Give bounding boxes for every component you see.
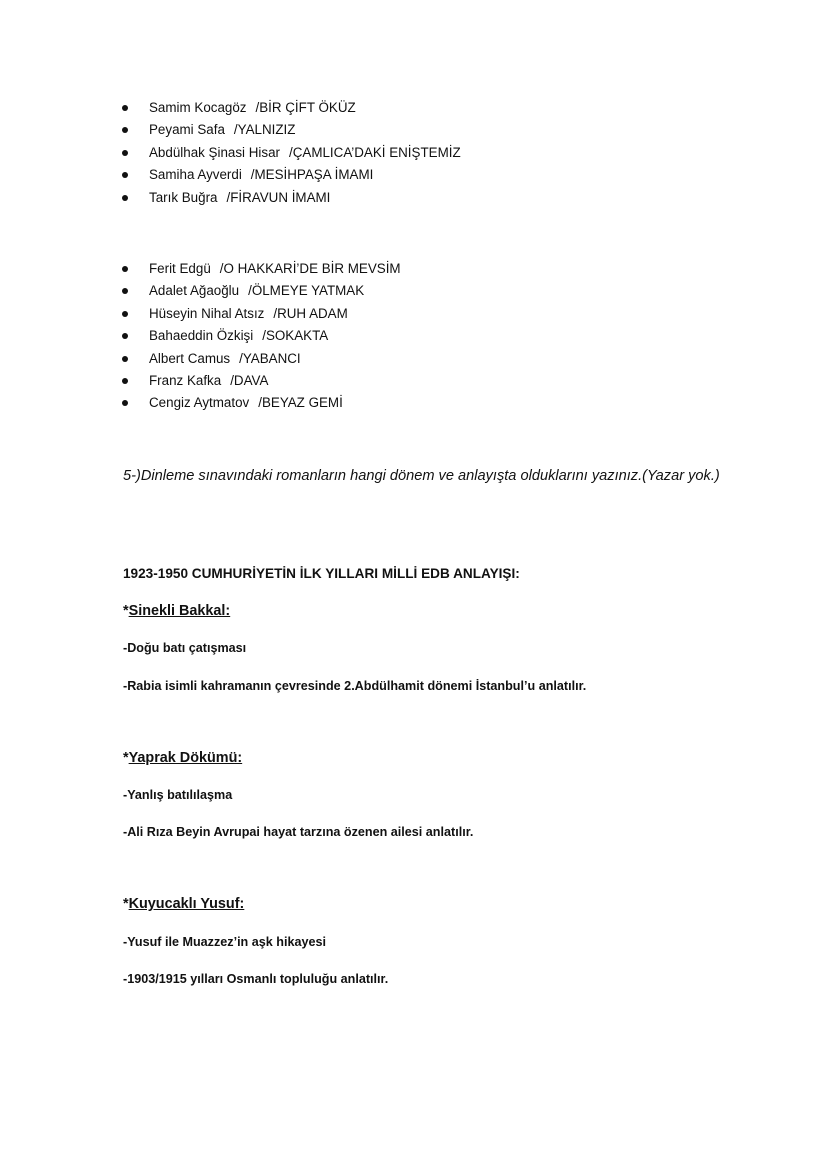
author-name: Hüseyin Nihal Atsız <box>149 305 265 321</box>
list-item <box>122 258 401 280</box>
work-title: /RUH ADAM <box>273 305 348 321</box>
bullet-icon <box>122 150 128 156</box>
question-5: 5-)Dinleme sınavındaki romanların hangi dönem ve anlayışta olduklarını yazınız.(Yazar yok.) <box>123 468 720 484</box>
work-title: /YABANCI <box>239 350 301 366</box>
author-name: Abdülhak Şinasi Hisar <box>149 144 280 160</box>
novel-note: -Ali Rıza Beyin Avrupai hayat tarzına özenen ailesi anlatılır. <box>123 825 474 839</box>
list-item <box>122 119 461 141</box>
bullet-icon <box>122 105 128 111</box>
work-title: /BEYAZ GEMİ <box>258 395 343 411</box>
bullet-icon <box>122 266 128 272</box>
author-name: Cengiz Aytmatov <box>149 395 250 411</box>
author-name: Samim Kocagöz <box>149 100 247 115</box>
work-title: /SOKAKTA <box>262 328 329 344</box>
bullet-icon <box>122 356 128 362</box>
list-item <box>122 348 401 370</box>
title-prefix: * <box>123 603 129 619</box>
author-name: Bahaeddin Özkişi <box>149 328 254 344</box>
list-item <box>122 187 461 209</box>
work-title: /ÖLMEYE YATMAK <box>248 283 365 299</box>
novel-title-kuyucakli-yusuf <box>123 896 244 912</box>
novel-name: Sinekli Bakkal: <box>128 603 231 619</box>
novel-note: -Doğu batı çatışması <box>123 641 247 655</box>
work-title: /MESİHPAŞA İMAMI <box>250 167 374 183</box>
section-heading: 1923-1950 CUMHURİYETİN İLK YILLARI MİLLİ EDB ANLAYIŞI: <box>123 566 520 581</box>
list-item <box>122 325 401 347</box>
author-name: Adalet Ağaoğlu <box>149 283 240 299</box>
author-name: Peyami Safa <box>149 122 225 138</box>
work-title: /O HAKKARİ’DE BİR MEVSİM <box>219 261 401 276</box>
work-title: /BİR ÇİFT ÖKÜZ <box>255 100 356 115</box>
list-item <box>122 164 461 186</box>
list-item <box>122 280 401 302</box>
work-title: /DAVA <box>230 372 269 388</box>
bullet-icon <box>122 311 128 317</box>
author-name: Samiha Ayverdi <box>149 167 242 183</box>
author-work-list-1 <box>122 97 461 209</box>
bullet-icon <box>122 333 128 339</box>
work-title: /ÇAMLICA’DAKİ ENİŞTEMİZ <box>289 144 461 160</box>
novel-note: -1903/1915 yılları Osmanlı topluluğu anlatılır. <box>123 972 389 986</box>
list-item <box>122 97 461 119</box>
title-prefix: * <box>123 896 129 912</box>
bullet-icon <box>122 288 128 294</box>
list-item <box>122 370 401 392</box>
bullet-icon <box>122 400 128 406</box>
novel-name: Kuyucaklı Yusuf: <box>128 896 245 912</box>
work-title: /YALNIZIZ <box>233 122 296 138</box>
list-item <box>122 303 401 325</box>
bullet-icon <box>122 195 128 201</box>
bullet-icon <box>122 172 128 178</box>
novel-title-yaprak-dokumu <box>123 750 242 766</box>
novel-note: -Yusuf ile Muazzez’in aşk hikayesi <box>123 935 326 949</box>
novel-name: Yaprak Dökümü: <box>128 750 243 766</box>
list-item <box>122 142 461 164</box>
author-name: Franz Kafka <box>149 372 222 388</box>
novel-note: -Rabia isimli kahramanın çevresinde 2.Abdülhamit dönemi İstanbul’u anlatılır. <box>123 679 587 693</box>
bullet-icon <box>122 378 128 384</box>
bullet-icon <box>122 127 128 133</box>
author-work-list-2 <box>122 258 401 415</box>
author-name: Albert Camus <box>149 350 231 366</box>
title-prefix: * <box>123 750 129 766</box>
work-title: /FİRAVUN İMAMI <box>226 189 331 205</box>
author-name: Ferit Edgü <box>149 261 211 276</box>
list-item <box>122 392 401 414</box>
author-name: Tarık Buğra <box>149 189 218 205</box>
novel-note: -Yanlış batılılaşma <box>123 788 233 802</box>
novel-title-sinekli-bakkal <box>123 603 230 619</box>
